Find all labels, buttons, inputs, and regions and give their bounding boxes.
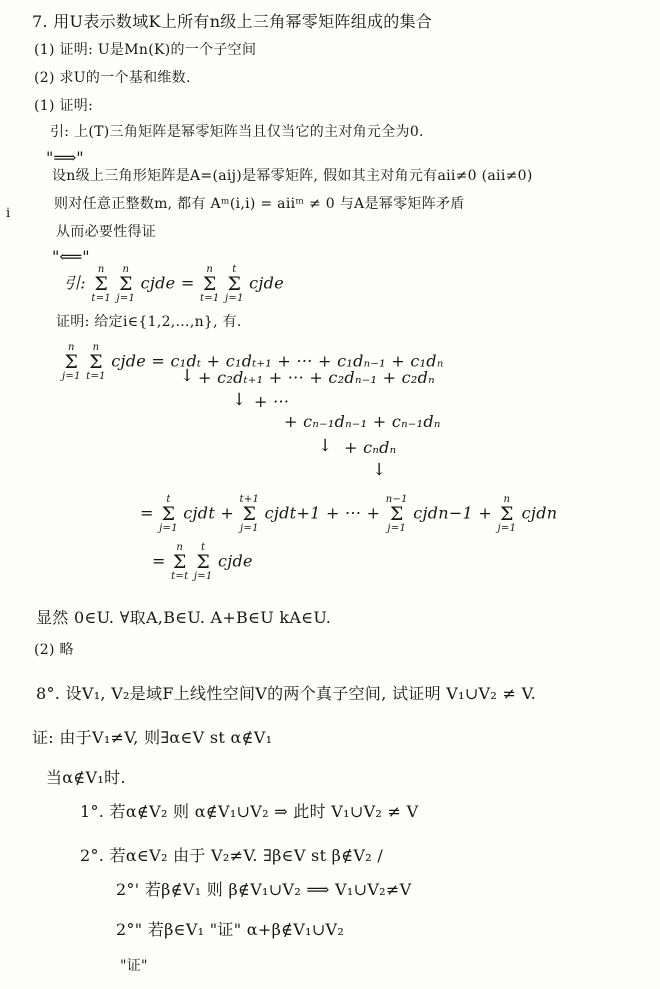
sum-identity-line-1: = t Σ j=1 cjdt + t+1 Σ j=1 cjdt+1 + ··· + n−1 Σ j=1 cjdn−1 + n Σ j=1 cjdn <box>140 494 558 534</box>
expansion-row-1: n Σ j=1 n Σ t=1 cjde = c₁dₜ + c₁dₜ₊₁ + ··· + c₁dₙ₋₁ + c₁dₙ <box>62 342 444 382</box>
expansion-row-4: + cₙ₋₁dₙ₋₁ + cₙ₋₁dₙ <box>284 412 441 431</box>
proof-heading-1: (1) 证明: <box>34 98 94 114</box>
sum-symbol: n Σ j=1 <box>116 264 136 304</box>
expansion-row-5: + cₙdₙ <box>344 438 397 457</box>
problem-8-statement: 8°. 设V₁, V₂是域F上线性空间V的两个真子空间, 试证明 V₁∪V₂ ≠ V. <box>36 684 537 703</box>
sum-symbol: t Σ j=1 <box>225 264 244 304</box>
forward-line-2: 则对任意正整数m, 都有 Aᵐ(i,i) = aiiᵐ ≠ 0 与A是幂零矩阵矛盾 <box>54 196 465 212</box>
case-2-sub-2: 2°" 若β∈V₁ "证" α+β∉V₁∪V₂ <box>116 920 345 939</box>
lemma-2-label: 引: <box>64 273 86 293</box>
forward-line-3: 从而必要性得证 <box>56 224 157 240</box>
expansion-row-2: + c₂dₜ₊₁ + ··· + c₂dₙ₋₁ + c₂dₙ <box>198 368 435 387</box>
down-arrow: ↓ <box>372 460 387 480</box>
problem-7-statement: 7. 用U表示数域K上所有n级上三角幂零矩阵组成的集合 <box>32 12 433 31</box>
expansion-row-3: + ··· <box>254 392 290 411</box>
subspace-closure-line: 显然 0∈U. ∀取A,B∈U. A+B∈U kA∈U. <box>36 608 332 627</box>
forward-line-1: 设n级上三角形矩阵是A=(aij)是幂零矩阵, 假如其主对角元有aii≠0 (aii≠0) <box>52 168 533 184</box>
down-arrow: ↓ <box>232 390 247 410</box>
problem-8-proof-start: 证: 由于V₁≠V, 则∃α∈V st α∉V₁ <box>32 728 273 747</box>
sum-symbol: n Σ t=1 <box>199 264 220 304</box>
case-2-sub-1: 2°' 若β∉V₁ 则 β∉V₁∪V₂ ⟹ V₁∪V₂≠V <box>116 880 412 899</box>
part-2-omitted: (2) 略 <box>34 642 74 658</box>
down-arrow: ↓ <box>318 436 333 456</box>
problem-7-part-2: (2) 求U的一个基和维数. <box>34 70 191 86</box>
proof-given: 证明: 给定i∈{1,2,…,n}, 有. <box>56 314 242 330</box>
problem-7-part-1: (1) 证明: U是Mn(K)的一个子空间 <box>34 42 257 58</box>
sum-identity-line-2: = n Σ t=t t Σ j=1 cjde <box>152 542 253 582</box>
lemma-2-equation: 引: n Σ t=1 n Σ j=1 cjde = n Σ t=1 t Σ j=1 cjde <box>64 264 284 304</box>
proof-end-mark: "证" <box>120 958 148 974</box>
backward-implication-mark: "⟸" <box>52 247 90 266</box>
sum-symbol: n Σ t=1 <box>91 264 112 304</box>
case-1: 1°. 若α∉V₂ 则 α∉V₁∪V₂ ⇒ 此时 V₁∪V₂ ≠ V <box>80 802 419 821</box>
forward-implication-mark: "⟹" <box>46 148 84 167</box>
down-arrow: ↓ <box>180 366 195 386</box>
case-alpha-not-in-v1: 当α∉V₁时. <box>46 768 126 787</box>
case-2: 2°. 若α∈V₂ 由于 V₂≠V. ∃β∈V st β∉V₂ / <box>80 846 384 865</box>
lemma-statement: 引: 上(T)三角矩阵是幂零矩阵当且仅当它的主对角元全为0. <box>50 124 424 140</box>
margin-mark: i <box>6 206 11 221</box>
